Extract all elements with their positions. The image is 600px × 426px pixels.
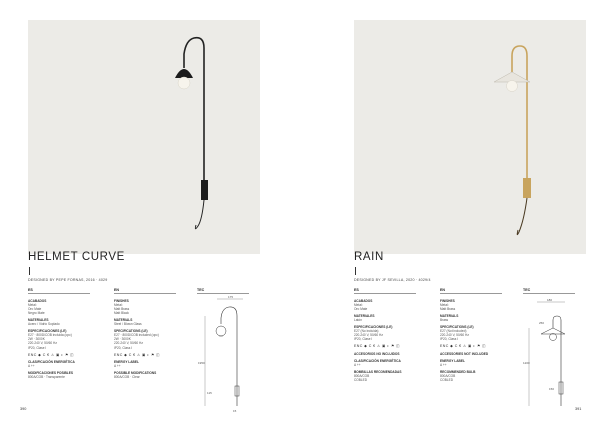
dim-base-h: 150: [549, 386, 555, 391]
spec-value: 800A/COB: [354, 373, 370, 378]
column-heading: ES: [354, 288, 359, 292]
spec-value: 2W · 3000K: [28, 337, 45, 342]
spec-label: MATERIALES: [354, 313, 375, 318]
spec-group: [28, 360, 90, 368]
spec-column-es: [28, 288, 90, 382]
dim-width: 175: [228, 294, 234, 299]
technical-drawing: [523, 294, 575, 414]
spec-label: ACABADOS: [354, 298, 373, 303]
spec-group: [440, 314, 502, 322]
spec-group: [440, 299, 502, 311]
spec-label: MATERIALES: [28, 317, 49, 322]
spec-value: 220-240 V, 50/60 Hz: [114, 341, 143, 346]
spec-value: 220-240 V, 50/60 Hz: [354, 333, 383, 338]
spec-value: 2W · 3000K: [114, 337, 131, 342]
spec-groups: [28, 299, 90, 380]
spec-value: Negro Mate: [28, 310, 45, 315]
spec-value: Metal:: [354, 302, 363, 307]
dim-height: 1950: [198, 360, 205, 365]
spec-group: [354, 314, 416, 322]
spec-value: Matt Brass: [114, 306, 130, 311]
spec-group: [354, 344, 416, 348]
spec-groups: [114, 299, 176, 380]
page-number: 390: [20, 407, 27, 411]
column-rule: [440, 293, 502, 294]
spec-group: [28, 318, 90, 326]
spec-value: IP20, Clase I: [28, 345, 47, 350]
spec-label: ENERGY LABEL: [114, 359, 139, 364]
spec-label: CLASIFICACIÓN ENERGÉTICA: [354, 358, 401, 363]
spec-group: [114, 371, 176, 379]
spec-column-en: [440, 288, 502, 385]
spec-group: [28, 353, 90, 357]
spec-label: MATERIALS: [440, 313, 459, 318]
spec-group: [354, 352, 416, 356]
spec-value: 220-240 V, 50/60 Hz: [28, 341, 57, 346]
dim-base-w: 15: [233, 408, 237, 413]
spec-value: E27 (No incluida): [354, 329, 379, 334]
spec-value: Acero / Vidrio Soplado: [28, 322, 60, 327]
column-rule: [28, 293, 90, 294]
spec-group: [28, 299, 90, 315]
dim-width: 180: [547, 297, 553, 302]
designer-credit: DESIGNED BY PEPE FORNAS, 2016 · 4029: [28, 278, 108, 282]
spec-label: CLASIFICACIÓN ENERGÉTICA: [28, 359, 75, 364]
spec-value: Oro Mate: [28, 306, 42, 311]
technical-drawing-column: [523, 288, 575, 419]
title-mark: [355, 267, 356, 275]
spec-column-en: [114, 288, 176, 382]
page-number: 391: [575, 407, 582, 411]
spec-value: Metal:: [440, 302, 449, 307]
column-heading: ES: [28, 288, 33, 292]
spec-label: FINISHES: [440, 298, 455, 303]
spec-value: Metal:: [114, 302, 123, 307]
spec-group: [354, 370, 416, 382]
spec-value: 800A/COB: [440, 373, 456, 378]
product-title: HELMET CURVE: [28, 251, 125, 263]
spec-column-es: [354, 288, 416, 385]
spec-label: ACCESSORIES NOT INCLUDED: [440, 351, 489, 356]
diagram-heading: TEC: [523, 288, 531, 292]
spec-group: [114, 329, 176, 349]
spec-value: E27 · 800D/COB incluida (opc): [28, 333, 72, 338]
product-photo: [354, 20, 586, 254]
spec-value: Brass: [440, 317, 449, 322]
spec-value: IP20, Class I: [440, 337, 459, 342]
spec-group: [114, 353, 176, 357]
spec-value: Latón: [354, 317, 362, 322]
spec-label: SPECIFICATIONS (LE): [440, 325, 474, 330]
spec-label: ESPECIFICACIONES (LE): [354, 325, 393, 330]
spec-value: Steel / Blown Glass: [114, 322, 142, 327]
dim-depth: 250: [539, 320, 545, 325]
title-mark: [29, 267, 30, 275]
spec-label: ACABADOS: [28, 298, 47, 303]
spec-label: MODIFICACIONES POSIBLES: [28, 370, 73, 375]
spec-group: [114, 360, 176, 368]
spec-group: [440, 352, 502, 356]
column-rule: [354, 293, 416, 294]
certification-icons: ENC ◆ C € ⚠ ▣ ◐ ⚑ ◫: [354, 344, 400, 349]
spec-label: ACCESORIOS NO INCLUIDOS: [354, 351, 400, 356]
spec-group: [354, 325, 416, 341]
spec-groups: [354, 299, 416, 383]
spec-groups: [440, 299, 502, 383]
spec-group: [440, 344, 502, 348]
column-rule: [114, 293, 176, 294]
spec-value: Matt Brass: [440, 306, 456, 311]
spec-value: COBLED: [354, 378, 368, 382]
dim-height: 1200: [523, 360, 530, 365]
spec-value: Metal:: [28, 302, 37, 307]
rain-lamp-illustration: [354, 20, 586, 254]
spec-group: [28, 329, 90, 349]
column-heading: EN: [114, 288, 119, 292]
spec-value: Oro Mate: [354, 306, 368, 311]
spec-value: E27 · 800D/COB included (opc): [114, 333, 159, 338]
spec-label: ESPECIFICACIONES (LE): [28, 329, 67, 334]
spec-label: SPECIFICATIONS (LE): [114, 329, 148, 334]
spec-value: A ++: [114, 363, 121, 368]
technical-drawing-column: [197, 288, 249, 419]
technical-drawing: [197, 294, 249, 414]
spec-value: COBLED: [440, 378, 454, 382]
spec-label: RECOMMENDED BULB: [440, 369, 476, 374]
spec-value: A ++: [28, 363, 35, 368]
certification-icons: ENC ◆ C € ⚠ ▣ ◐ ⚑ ◫: [440, 344, 486, 349]
designer-credit: DESIGNED BY JF SEVILLA, 2020 · 4029/4: [354, 278, 431, 282]
certification-icons: ENC ◆ C € ⚠ ▣ ◐ ⚑ ◫: [28, 352, 74, 357]
dim-base-h: 115: [207, 390, 212, 395]
spec-group: [354, 299, 416, 311]
spec-value: Matt Black: [114, 310, 129, 315]
spec-label: MATERIALS: [114, 317, 133, 322]
spec-value: 800A/COB · Transparente: [28, 375, 65, 379]
column-heading: EN: [440, 288, 445, 292]
spec-value: A ++: [440, 362, 447, 367]
page-rain: [300, 0, 600, 426]
spec-value: A ++: [354, 362, 361, 367]
product-title: RAIN: [354, 251, 384, 263]
spec-label: FINISHES: [114, 298, 129, 303]
spec-value: E27 (Not included): [440, 329, 467, 334]
spec-group: [440, 370, 502, 382]
spec-value: 220-240 V, 50/60 Hz: [440, 333, 469, 338]
spec-value: IP20, Class I: [114, 345, 133, 350]
spec-group: [354, 359, 416, 367]
spec-group: [114, 299, 176, 315]
spec-group: [440, 359, 502, 367]
spec-label: ENERGY LABEL: [440, 358, 465, 363]
spec-label: BOMBILLAS RECOMENDADAS: [354, 369, 402, 374]
spec-value: IP20, Clase I: [354, 337, 373, 342]
spec-group: [28, 371, 90, 379]
spec-group: [114, 318, 176, 326]
spec-value: 800A/COB · Clear: [114, 375, 140, 379]
product-photo: [28, 20, 260, 254]
spec-group: [440, 325, 502, 341]
diagram-heading: TEC: [197, 288, 205, 292]
helmet-curve-lamp-illustration: [28, 20, 260, 254]
certification-icons: ENC ◆ C € ⚠ ▣ ◐ ⚑ ◫: [114, 352, 160, 357]
spec-label: POSSIBLE MODIFICATIONS: [114, 370, 157, 375]
